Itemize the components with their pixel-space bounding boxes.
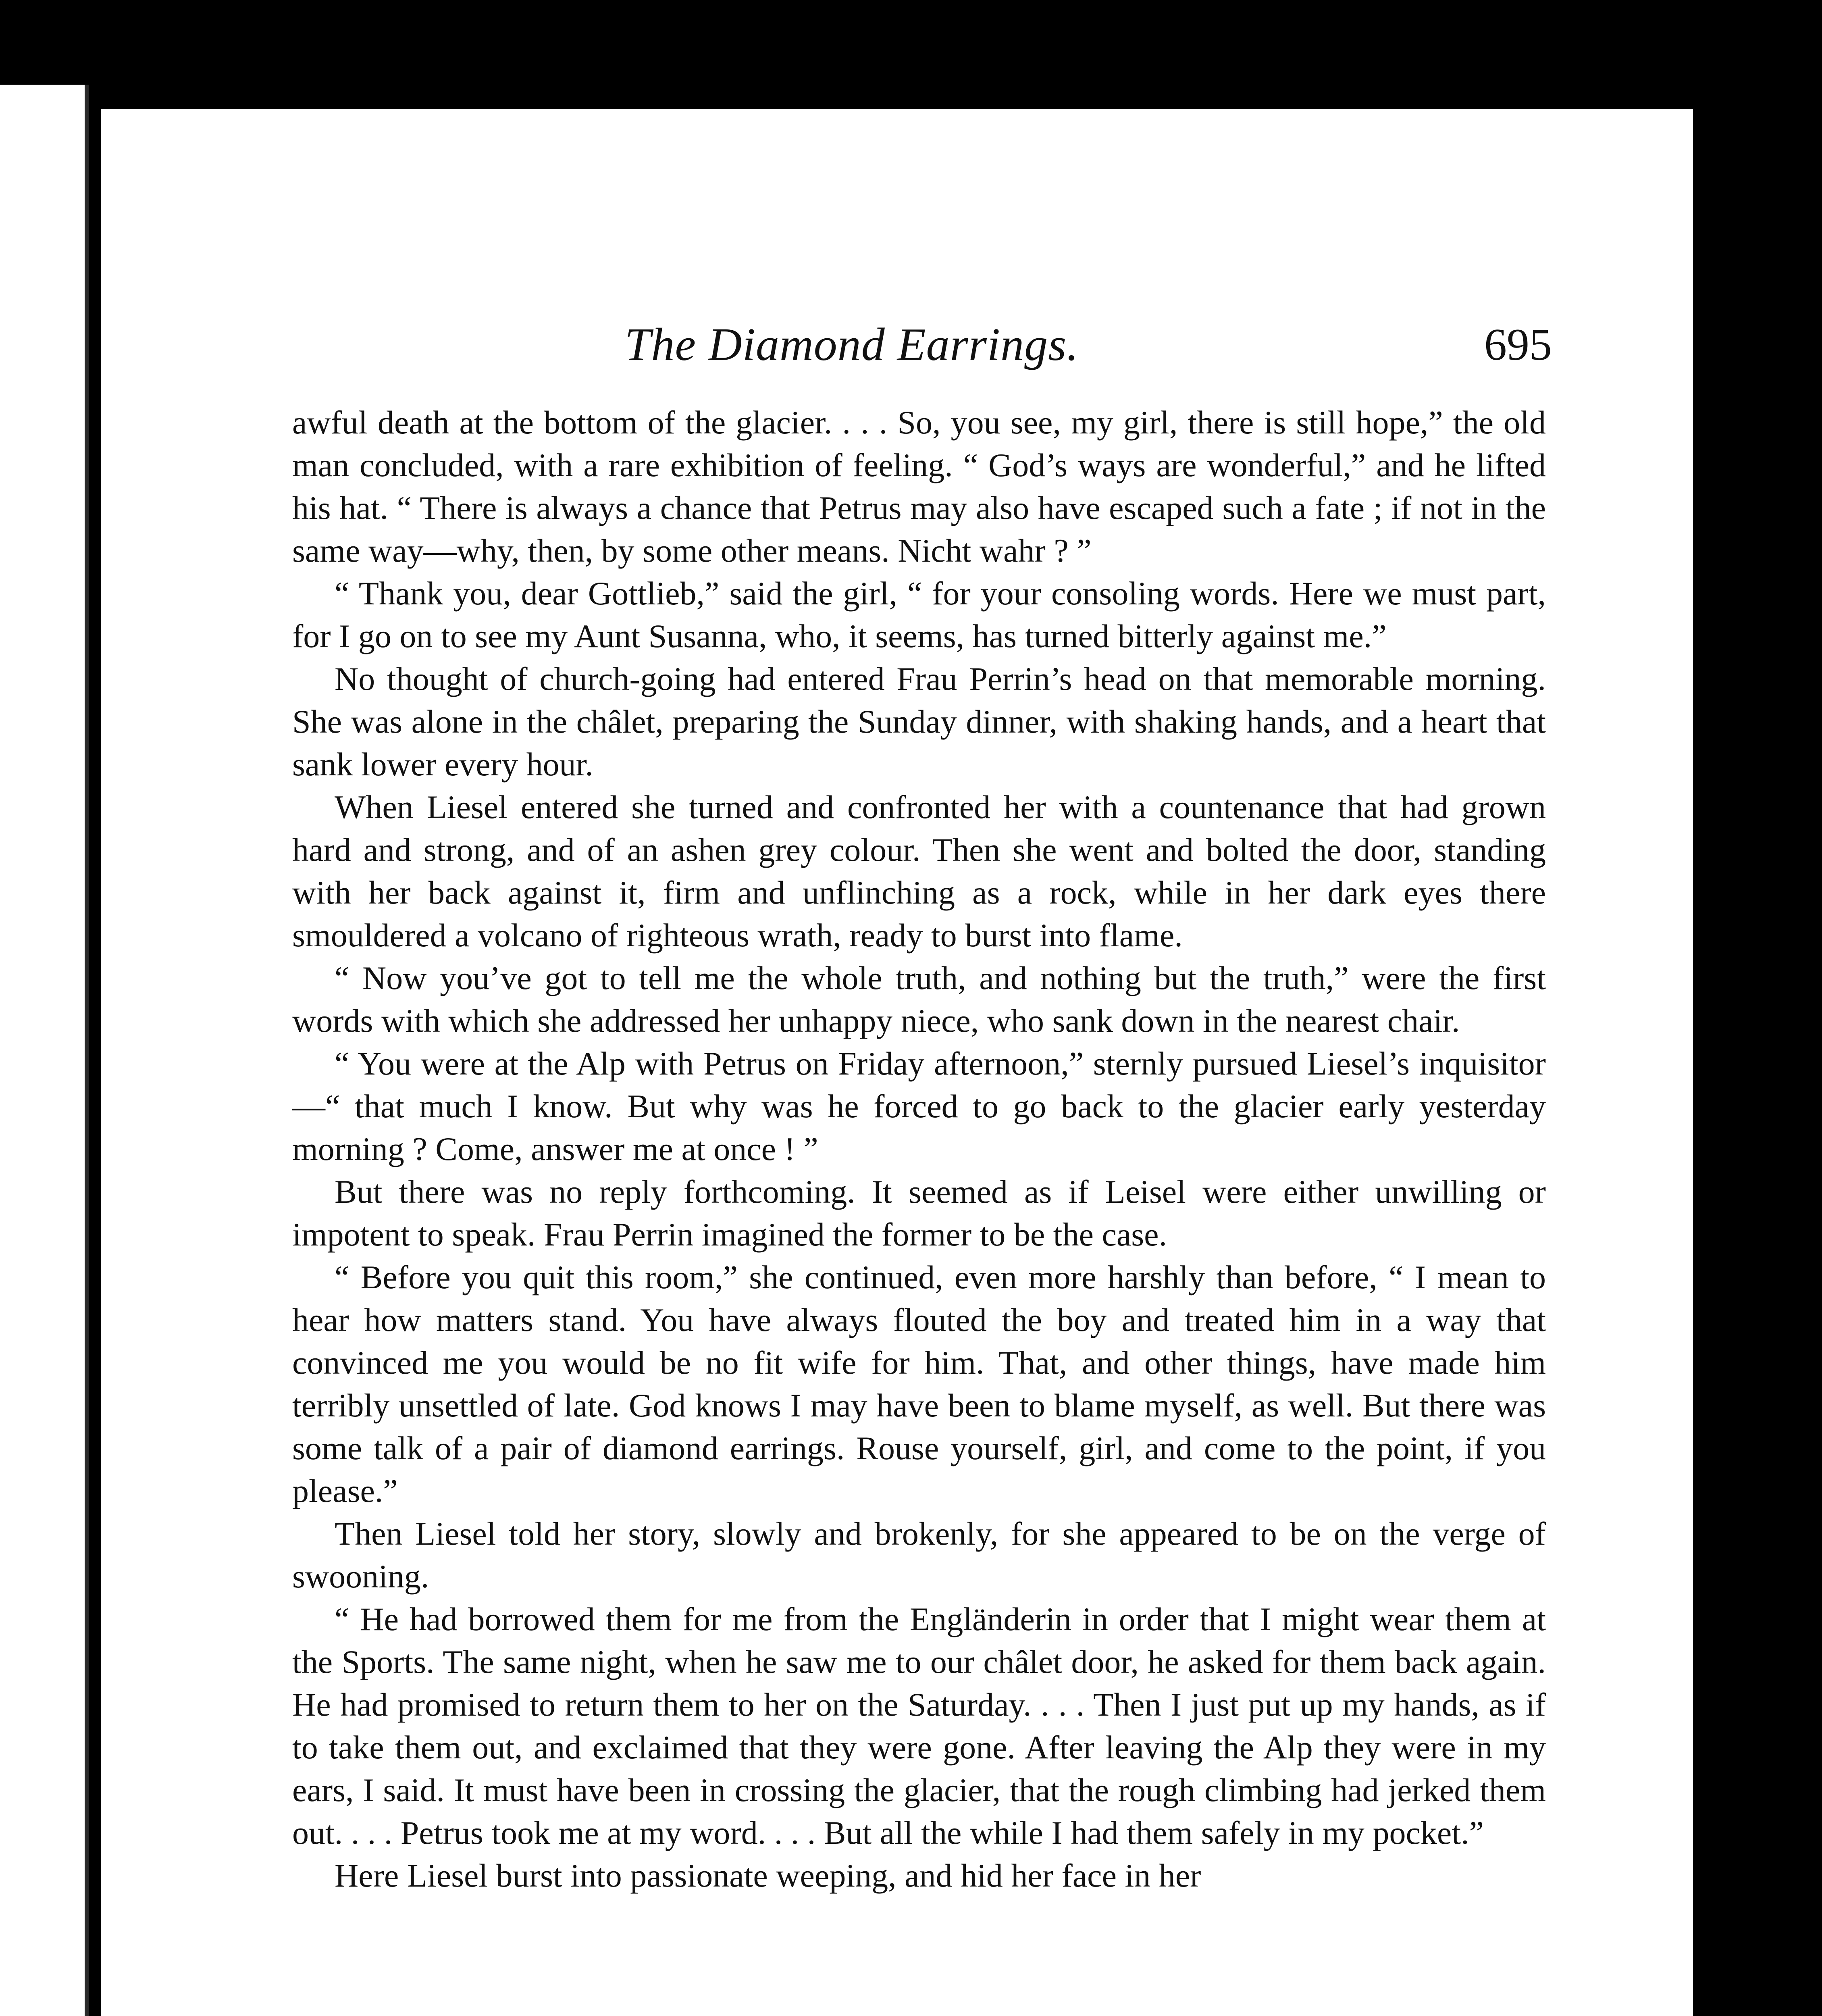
paragraph: “ Before you quit this room,” she continued, even more harshly than before, “ I mean to hear how matters stand. You have always flouted the boy and treated him in a way that convinced me you would be no fit wife for him. That, and other things, have made him terribly unsettled of late. God knows I may have been to blame myself, as well. But there was some talk of a pair of diamond earrings. Rouse yourself, girl, and come to the point, if you please.”	[292, 1259, 1546, 1509]
paragraph: Here Liesel burst into passionate weeping, and hid her face in her	[335, 1857, 1201, 1894]
running-title: The Diamond Earrings.	[625, 319, 1079, 371]
paragraph: When Liesel entered she turned and confronted her with a countenance that had grown hard and strong, and of an ashen grey colour. Then she went and bolted the door, standing with her back against it, firm and unflinching as a rock, while in her dark eyes there smouldered a volcano of righteous wrath, ready to burst into flame.	[292, 789, 1546, 954]
running-head	[210, 312, 1552, 377]
facing-page-edge	[0, 85, 89, 2016]
paragraph: “ He had borrowed them for me from the Engländerin in order that I might wear them at the Sports. The same night, when he saw me to our châlet door, he asked for them back again. He had promised to return them to her on the Saturday. . . . Then I just put up my hands, as if to take them out, and exclaimed that they were gone. After leaving the Alp they were in my ears, I said. It must have been in crossing the glacier, that the rough climbing had jerked them out. . . . Petrus took me at my word. . . . But all the while I had them safely in my pocket.”	[292, 1601, 1546, 1851]
paragraph: Then Liesel told her story, slowly and brokenly, for she appeared to be on the verge of swooning.	[292, 1515, 1546, 1595]
paragraph: awful death at the bottom of the glacier. . . . So, you see, my girl, there is still hope,” the old man concluded, with a rare exhibition of feeling. “ God’s ways are wonderful,” and he lifted his hat. “ There is always a chance that Petrus may also have escaped such a fate ; if not in the same way—why, then, by some other means. Nicht wahr ? ”	[292, 404, 1546, 569]
paragraph: “ You were at the Alp with Petrus on Friday afternoon,” sternly pursued Liesel’s inquisitor—“ that much I know. But why was he forced to go back to the glacier early yesterday morning ? Come, answer me at once ! ”	[292, 1045, 1546, 1167]
paragraph: “ Thank you, dear Gottlieb,” said the girl, “ for your consoling words. Here we must part, for I go on to see my Aunt Susanna, who, it seems, has turned bitterly against me.”	[292, 575, 1546, 654]
page-number: 695	[1484, 320, 1552, 370]
body-text	[292, 401, 1546, 1897]
paragraph: No thought of church-going had entered Frau Perrin’s head on that memorable morning. She was alone in the châlet, preparing the Sunday dinner, with shaking hands, and a heart that sank lower every hour.	[292, 660, 1546, 783]
paragraph: But there was no reply forthcoming. It seemed as if Leisel were either unwilling or impotent to speak. Frau Perrin imagined the former to be the case.	[292, 1173, 1546, 1253]
paragraph: “ Now you’ve got to tell me the whole truth, and nothing but the truth,” were the first words with which she addressed her unhappy niece, who sank down in the nearest chair.	[292, 960, 1546, 1039]
